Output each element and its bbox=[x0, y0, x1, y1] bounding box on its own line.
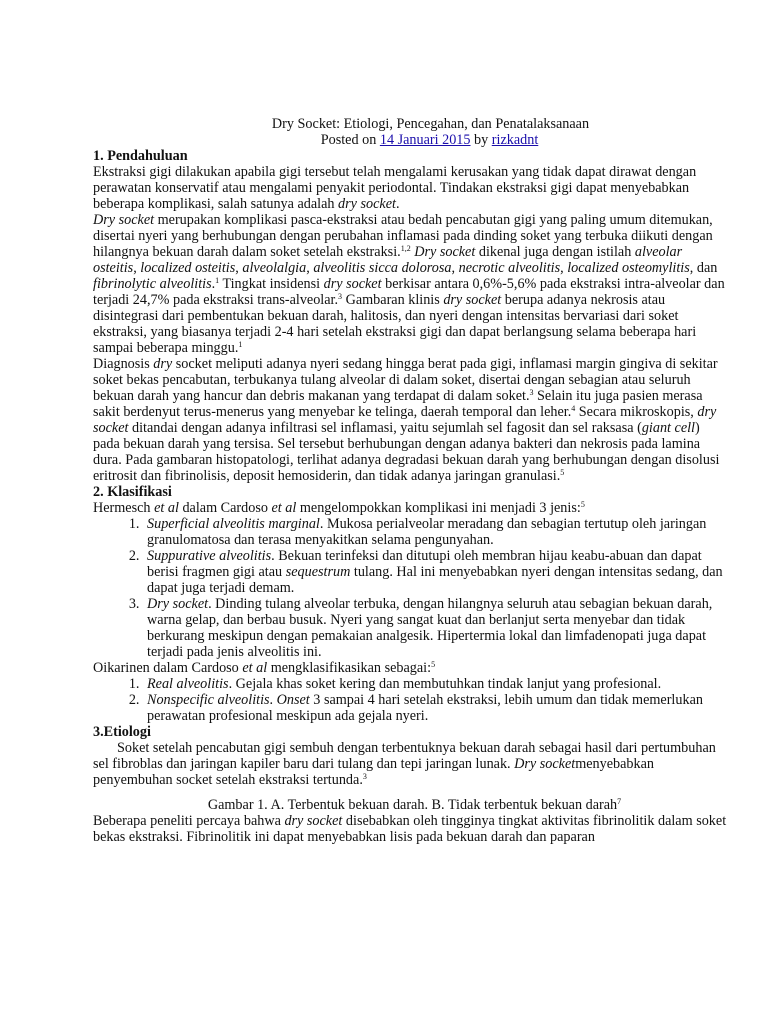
italic-text: Dry socket bbox=[93, 212, 155, 228]
posted-by: by bbox=[470, 132, 492, 148]
italic-text: Nonspecific alveolitis bbox=[147, 692, 270, 708]
text: Diagnosis bbox=[93, 356, 154, 372]
author-link[interactable]: rizkadnt bbox=[491, 132, 539, 148]
italic-text: et al bbox=[242, 660, 268, 676]
citation: 3 bbox=[529, 388, 534, 397]
italic-text: Superficial alveolitis marginal bbox=[147, 516, 320, 532]
text: Soket setelah pencabutan gigi sembuh dengan terbentuknya bekuan darah sebagai hasil dari pertumbuhan sel fibroblas dan jaringan kapiler baru dari tulang dan tepi jaringan lunak. bbox=[93, 740, 716, 772]
italic-text: Suppurative alveolitis bbox=[147, 548, 272, 564]
post-date-link[interactable]: 14 Januari 2015 bbox=[379, 132, 471, 148]
text: Gambar 1. A. Terbentuk bekuan darah. B. Tidak terbentuk bekuan darah bbox=[207, 797, 618, 813]
text: Secara mikroskopis, bbox=[575, 404, 698, 420]
italic-text: Dry socket bbox=[147, 596, 209, 612]
citation: 7 bbox=[617, 797, 622, 806]
text: mengelompokkan komplikasi ini menjadi 3 jenis: bbox=[296, 500, 581, 516]
classification-list-hermesch bbox=[93, 516, 728, 660]
text: Tingkat insidensi bbox=[219, 276, 324, 292]
text: disebabkan oleh tingginya tingkat aktivitas fibrinolitik dalam soket bekas ekstraksi. Fibrinolitik ini dapat menyebabkan lisis pada bekuan darah dan paparan bbox=[93, 813, 727, 845]
list-item bbox=[143, 676, 728, 692]
citation: 3 bbox=[362, 772, 367, 781]
italic-text: Dry socket bbox=[414, 244, 476, 260]
section-heading-pendahuluan: 1. Pendahuluan bbox=[93, 148, 188, 164]
text: , dan bbox=[689, 260, 718, 276]
italic-text: Dry socket bbox=[514, 756, 576, 772]
text: menyebabkan penyembuhan socket setelah ekstraksi tertunda. bbox=[93, 756, 655, 788]
text: Gambaran klinis bbox=[342, 292, 444, 308]
list-item bbox=[143, 516, 728, 548]
text: berupa adanya nekrosis atau disintegrasi dari pembentukan bekuan darah, halitosis, dan nyeri dengan intensitas bervariasi dari soket ekstraksi, yang biasanya terjadi 2-4 hari setelah ekstraksi gigi dan dapat berlangsung selama beberapa hari sampai beberapa minggu. bbox=[93, 292, 697, 356]
list-item bbox=[143, 548, 728, 596]
post-meta bbox=[131, 132, 728, 148]
text: , bbox=[451, 260, 459, 276]
italic-text: Real alveolitis bbox=[147, 676, 229, 692]
italic-text: localized osteomylitis bbox=[567, 260, 690, 276]
italic-text: dry socket bbox=[443, 292, 502, 308]
citation: 1,2 bbox=[400, 244, 411, 253]
italic-text: et al bbox=[271, 500, 297, 516]
italic-text: et al bbox=[154, 500, 179, 516]
italic-text: sequestrum bbox=[285, 564, 351, 580]
italic-text: dry socket bbox=[338, 196, 396, 212]
italic-text: fibrinolytic alveolitis bbox=[93, 276, 212, 292]
list-item bbox=[143, 692, 728, 724]
paragraph bbox=[93, 356, 728, 484]
italic-text: giant cell bbox=[641, 420, 696, 436]
text: . bbox=[269, 692, 277, 708]
citation: 3 bbox=[338, 292, 343, 301]
text: ditandai dengan adanya infiltrasi sel inflamasi, yaitu sejumlah sel fagosit dan sel raksasa ( bbox=[128, 420, 642, 436]
citation: 5 bbox=[560, 468, 565, 477]
italic-text: dry bbox=[153, 356, 173, 372]
text: . bbox=[395, 196, 400, 212]
text: . Mukosa perialveolar meradang dan sebagian tertutup oleh jaringan granulomatosa dan terasa menyakitkan selama pengunyahan. bbox=[147, 516, 707, 548]
citation: 5 bbox=[580, 500, 585, 509]
text: Oikarinen dalam Cardoso bbox=[93, 660, 243, 676]
paragraph bbox=[93, 500, 728, 516]
text: , bbox=[133, 260, 141, 276]
citation: 1 bbox=[215, 276, 220, 285]
citation: 5 bbox=[431, 660, 436, 669]
text: . bbox=[211, 276, 216, 292]
italic-text: dry socket bbox=[284, 813, 343, 829]
italic-text: Onset bbox=[276, 692, 310, 708]
posted-prefix: Posted on bbox=[320, 132, 380, 148]
text: tulang. Hal ini menyebabkan nyeri dengan intensitas sedang, dan dapat juga terjadi demam. bbox=[147, 564, 723, 596]
citation: 4 bbox=[571, 404, 576, 413]
italic-text: alveolitis sicca dolorosa bbox=[313, 260, 452, 276]
text: ) pada bekuan darah yang tersisa. Sel tersebut berhubungan dengan adanya bakteri dan nekrosis pada lamina dura. Pada gambaran histopatologi, terlihat adanya degradasi bekuan darah yang berhubungan dengan disolusi eritrosit dan fibrinolisis, deposit hemosiderin, dan tidak adanya jaringan granulasi. bbox=[93, 420, 720, 484]
figure-caption bbox=[101, 797, 728, 813]
paragraph bbox=[93, 212, 728, 356]
text: . Dinding tulang alveolar terbuka, dengan hilangnya seluruh atau sebagian bekuan darah, warna gelap, dan berbau busuk. Nyeri yang sangat kuat dan berlanjut serta menyebar dan tidak berkurang meskipun dengan pemakaian analgesik. Hipertermia lokal dan limfadenopati juga dapat terjadi pada jenis alveolitis ini. bbox=[147, 596, 713, 660]
section-heading-klasifikasi: 2. Klasifikasi bbox=[93, 484, 172, 500]
text: , bbox=[560, 260, 568, 276]
text: dalam Cardoso bbox=[178, 500, 272, 516]
text: . Gejala khas soket kering dan membutuhkan tindak lanjut yang profesional. bbox=[228, 676, 662, 692]
text: berkisar antara 0,6%-5,6% pada ekstraksi intra-alveolar dan terjadi 24,7% pada ekstraksi trans-alveolar. bbox=[93, 276, 725, 308]
classification-list-oikarinen bbox=[93, 676, 728, 724]
text: socket meliputi adanya nyeri sedang hingga berat pada gigi, inflamasi margin gingiva di sekitar soket bekas pencabutan, terbukanya tulang alveolar di dalam soket, disertai dengan sebagian atau seluruh bekuan darah yang hancur dan debris makanan yang terdapat di dalam soket. bbox=[93, 356, 718, 404]
italic-text: alveolar osteitis bbox=[93, 244, 683, 276]
italic-text: dry socket bbox=[93, 404, 717, 436]
section-heading-etiologi: 3.Etiologi bbox=[93, 724, 151, 740]
text: Hermesch bbox=[93, 500, 155, 516]
text: , bbox=[235, 260, 243, 276]
paragraph bbox=[93, 740, 728, 788]
text: merupakan komplikasi pasca-ekstraksi atau bedah pencabutan gigi yang paling umum ditemukan, disertai nyeri yang berhubungan dengan perubahan inflamasi pada dinding soket yang terbuka diikuti dengan hilangnya bekuan darah dalam soket setelah ekstraksi. bbox=[93, 212, 713, 260]
italic-text: localized osteitis bbox=[140, 260, 236, 276]
text: , bbox=[306, 260, 314, 276]
paragraph bbox=[93, 813, 728, 845]
text: dikenal juga dengan istilah bbox=[475, 244, 635, 260]
paragraph bbox=[93, 164, 728, 212]
text: mengklasifikasikan sebagai: bbox=[267, 660, 432, 676]
text: 3 sampai 4 hari setelah ekstraksi, lebih umum dan tidak memerlukan perawatan profesional meskipun ada gejala nyeri. bbox=[147, 692, 703, 724]
italic-text: dry socket bbox=[323, 276, 382, 292]
paragraph bbox=[93, 660, 728, 676]
text: Ekstraksi gigi dilakukan apabila gigi tersebut telah mengalami kerusakan yang tidak dapat dirawat dengan perawatan konservatif atau mengalami penyakit periodontal. Tindakan ekstraksi gigi dapat menyebabkan beberapa komplikasi, salah satunya adalah bbox=[93, 164, 697, 212]
citation: 1 bbox=[238, 340, 243, 349]
italic-text: necrotic alveolitis bbox=[458, 260, 561, 276]
text: . Bekuan terinfeksi dan ditutupi oleh membran hijau keabu-abuan dan dapat berisi fragmen gigi atau bbox=[147, 548, 702, 580]
italic-text: alveolalgia bbox=[242, 260, 307, 276]
list-item bbox=[143, 596, 728, 660]
text: Selain itu juga pasien merasa sakit berdenyut terus-menerus yang menyebar ke telinga, daerah temporal dan leher. bbox=[93, 388, 703, 420]
article-title: Dry Socket: Etiologi, Pencegahan, dan Penatalaksanaan bbox=[271, 116, 590, 132]
text: Beberapa peneliti percaya bahwa bbox=[93, 813, 285, 829]
